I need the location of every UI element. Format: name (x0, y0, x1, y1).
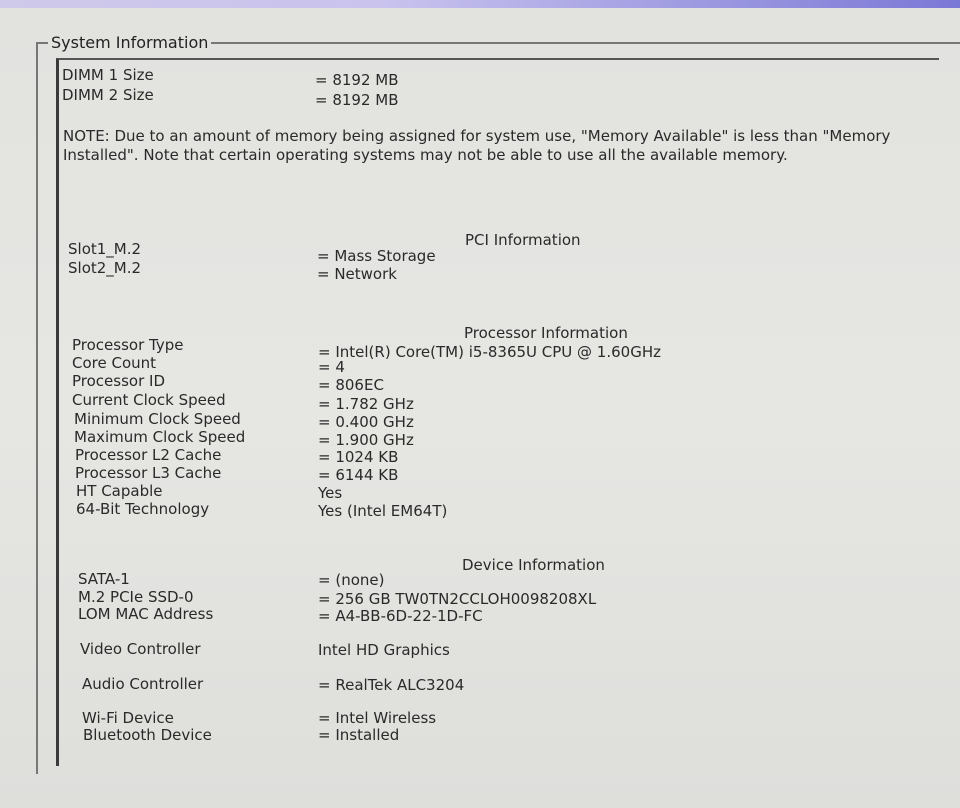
device-heading: Device Information (462, 556, 605, 574)
pci-heading: PCI Information (465, 231, 581, 249)
dimm2-value: = 8192 MB (315, 91, 399, 109)
processor-heading: Processor Information (464, 324, 628, 342)
core-count-value: = 4 (318, 358, 345, 376)
max-clock-label: Maximum Clock Speed (74, 428, 246, 446)
audio-value: = RealTek ALC3204 (318, 676, 465, 694)
bluetooth-label: Bluetooth Device (83, 726, 212, 744)
ssd-label: M.2 PCIe SSD-0 (78, 588, 194, 606)
wifi-value: = Intel Wireless (318, 709, 437, 727)
mac-label: LOM MAC Address (78, 605, 214, 623)
proc-id-label: Processor ID (72, 372, 165, 390)
group-title: System Information (48, 33, 211, 52)
audio-label: Audio Controller (82, 675, 204, 693)
ssd-value: = 256 GB TW0TN2CCLOH0098208XL (318, 590, 597, 608)
l2-cache-label: Processor L2 Cache (75, 446, 222, 464)
current-clock-value: = 1.782 GHz (318, 395, 414, 413)
proc-type-value: = Intel(R) Core(TM) i5-8365U CPU @ 1.60GHz (318, 343, 661, 361)
max-clock-value: = 1.900 GHz (318, 431, 414, 449)
64bit-label: 64-Bit Technology (76, 500, 210, 518)
min-clock-value: = 0.400 GHz (318, 413, 414, 431)
mac-value: = A4-BB-6D-22-1D-FC (318, 607, 483, 625)
core-count-label: Core Count (72, 354, 157, 372)
bluetooth-value: = Installed (318, 726, 400, 744)
dimm1-label: DIMM 1 Size (62, 66, 154, 84)
proc-type-label: Processor Type (72, 336, 184, 354)
current-clock-label: Current Clock Speed (72, 391, 226, 409)
memory-note: NOTE: Due to an amount of memory being assigned for system use, "Memory Available" is less than "Memory Installed". Note that certain operating systems may not be able to use all the available memory. (63, 127, 891, 164)
min-clock-label: Minimum Clock Speed (74, 410, 241, 428)
slot1-value: = Mass Storage (317, 247, 436, 265)
l3-cache-value: = 6144 KB (318, 466, 399, 484)
proc-id-value: = 806EC (318, 376, 384, 394)
l3-cache-label: Processor L3 Cache (75, 464, 222, 482)
sata1-value: = (none) (318, 571, 385, 589)
ht-capable-label: HT Capable (76, 482, 163, 500)
video-label: Video Controller (80, 640, 201, 658)
64bit-value: Yes (Intel EM64T) (318, 502, 448, 520)
slot2-value: = Network (317, 265, 397, 283)
ht-capable-value: Yes (318, 484, 343, 502)
video-value: Intel HD Graphics (318, 641, 450, 659)
l2-cache-value: = 1024 KB (318, 448, 399, 466)
wifi-label: Wi-Fi Device (82, 709, 174, 727)
slot2-label: Slot2_M.2 (68, 259, 142, 277)
sata1-label: SATA-1 (78, 570, 130, 588)
dimm2-label: DIMM 2 Size (62, 86, 154, 104)
dimm1-value: = 8192 MB (315, 71, 399, 89)
slot1-label: Slot1_M.2 (68, 240, 142, 258)
